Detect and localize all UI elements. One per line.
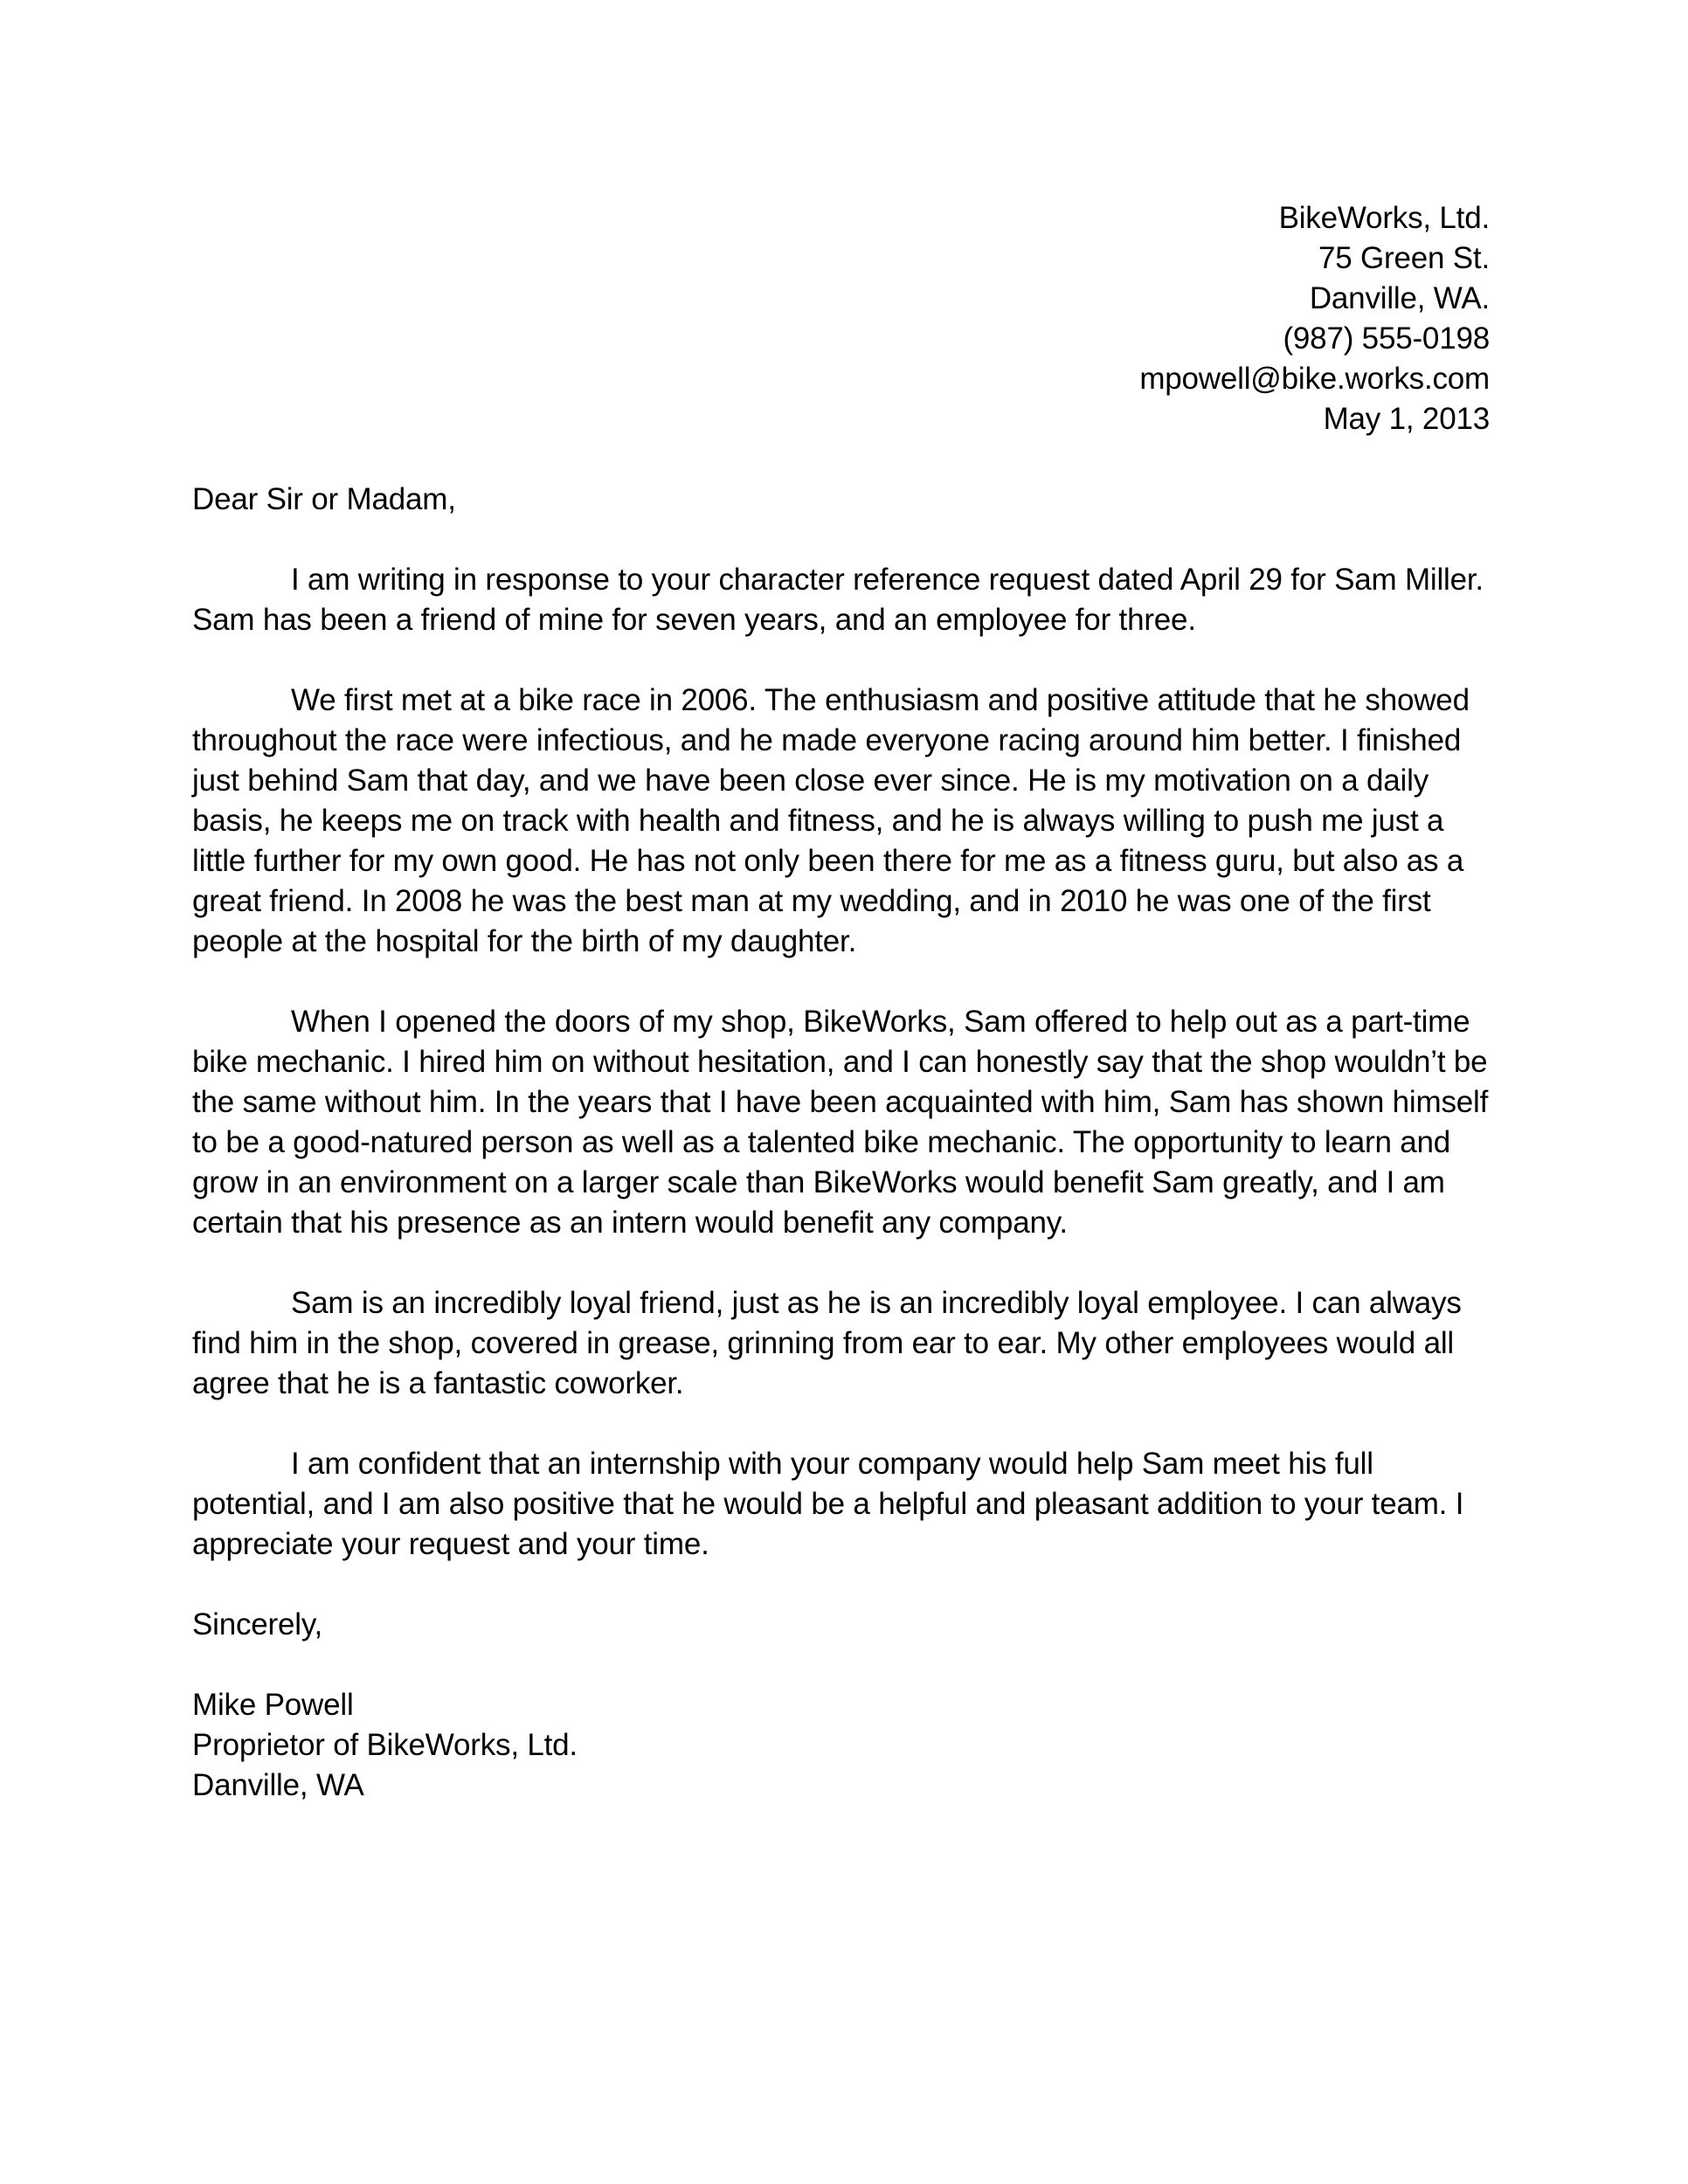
paragraph-recommendation: I am confident that an internship with your company would help Sam meet his full potential, and I am also positive that he would be a helpful and pleasant addition to your team. I appreciate your request and your time. [192, 1447, 1464, 1561]
signature-name: Mike Powell [192, 1688, 354, 1722]
sender-header [192, 198, 1490, 439]
sender-street: 75 Green St. [1318, 241, 1490, 275]
paragraph-intro: I am writing in response to your character reference request dated April 29 for Sam Miller. Sam has been a friend of mine for seven years, and an employee for three. [192, 563, 1484, 637]
paragraph-history: We first met at a bike race in 2006. The enthusiasm and positive attitude that he showed throughout the race were infectious, and he made everyone racing around him better. I finished just behind Sam that day, and we have been close ever since. He is my motivation on a daily basis, he keeps me on track with health and fitness, and he is always willing to push me just a little further for my own good. He has not only been there for me as a fitness guru, but also as a great friend. In 2008 he was the best man at my wedding, and in 2010 he was one of the first people at the hospital for the birth of my daughter. [192, 683, 1470, 958]
letter-date: May 1, 2013 [1323, 402, 1490, 436]
sender-company: BikeWorks, Ltd. [1278, 201, 1490, 235]
salutation: Dear Sir or Madam, [192, 482, 456, 516]
sender-phone: (987) 555-0198 [1283, 321, 1490, 356]
paragraph-loyalty: Sam is an incredibly loyal friend, just as he is an incredibly loyal employee. I can always find him in the shop, covered in grease, grinning from ear to ear. My other employees would all agree that he is a fantastic coworker. [192, 1286, 1462, 1400]
sender-city: Danville, WA. [1309, 281, 1490, 315]
paragraph-employment: When I opened the doors of my shop, BikeWorks, Sam offered to help out as a part-time bike mechanic. I hired him on without hesitation, and I can honestly say that the shop wouldn’t be the same without him. In the years that I have been acquainted with him, Sam has shown himself to be a good-natured person as well as a talented bike mechanic. The opportunity to learn and grow in an environment on a larger scale than BikeWorks would benefit Sam greatly, and I am certain that his presence as an intern would benefit any company. [192, 1005, 1489, 1240]
closing: Sincerely, [192, 1607, 323, 1641]
signature-location: Danville, WA [192, 1768, 364, 1802]
signature-block [192, 1685, 1490, 1806]
letter-content [192, 198, 1490, 1806]
signature-title: Proprietor of BikeWorks, Ltd. [192, 1728, 578, 1762]
sender-email: mpowell@bike.works.com [1139, 362, 1490, 396]
